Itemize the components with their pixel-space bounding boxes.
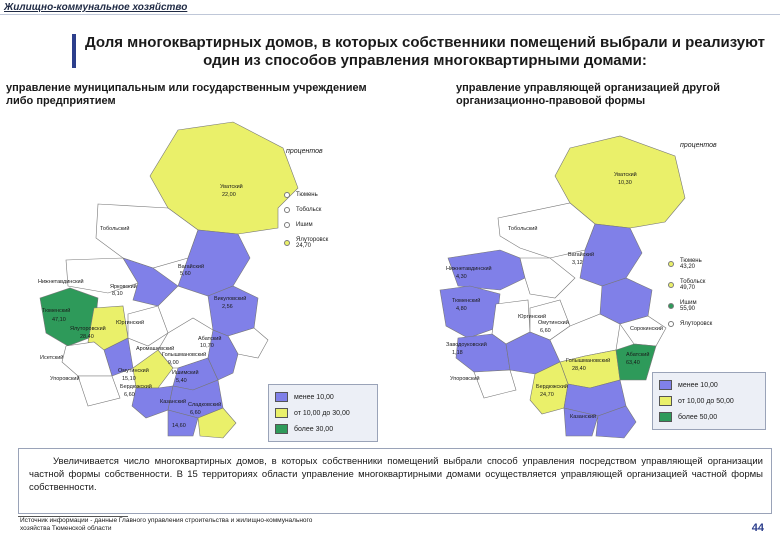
map-value: 28,40: [572, 366, 586, 372]
map-value: 1,18: [452, 350, 463, 356]
city-dot-icon: [284, 192, 290, 198]
map-value: 6,60: [124, 392, 135, 398]
map-label: Упоровский: [50, 376, 80, 382]
map-value: 9,00: [168, 360, 179, 366]
city-dot-icon: [668, 321, 674, 327]
map-value: 22,00: [222, 192, 236, 198]
legend-swatch: [659, 396, 672, 406]
right-map-heading: управление управляющей организацией другой организационно-правовой формы: [456, 82, 721, 107]
right-percent-label: процентов: [680, 142, 717, 149]
map-label: Абатский: [626, 352, 650, 358]
source-note: Источник информации - данные Главного управления строительства и жилищно-коммунального хозяйства Тюменской области: [20, 517, 313, 532]
map-label: Нижнетавдинский: [38, 279, 84, 285]
left-legend: менее 10,00 от 10,00 до 30,00 более 30,00: [268, 384, 378, 442]
map-label: Уватский: [220, 184, 243, 190]
top-divider: [0, 14, 780, 15]
map-label: Заводоуковский: [446, 342, 487, 348]
legend-swatch: [275, 392, 288, 402]
map-value: 63,40: [626, 360, 640, 366]
map-value: 3,12: [572, 260, 583, 266]
map-label: Ишимский: [172, 370, 199, 376]
map-value: 8,10: [112, 291, 123, 297]
map-label: Тобольский: [508, 226, 538, 232]
map-label: Омутинский: [538, 320, 569, 326]
map-label: Юргинский: [116, 320, 145, 326]
legend-swatch: [275, 424, 288, 434]
map-label: Сладковский: [188, 402, 222, 408]
map-value: 10,30: [618, 180, 632, 186]
map-value: 5,60: [180, 271, 191, 277]
map-label: Тюменский: [42, 308, 71, 314]
page-title: Доля многоквартирных домов, в которых собственники помещений выбрали и реализуют один из способов управления многоквартирными домами:: [85, 34, 765, 69]
section-label: Жилищно-коммунальное хозяйство: [4, 2, 188, 13]
right-legend: менее 10,00 от 10,00 до 50,00 более 50,00: [652, 372, 766, 430]
map-value: 24,70: [540, 392, 554, 398]
map-label: Вагайский: [568, 252, 595, 258]
page-number: 44: [751, 522, 764, 534]
map-label: Омутинский: [118, 368, 149, 374]
map-value: 47,10: [52, 317, 66, 323]
map-label: Упоровский: [450, 376, 480, 382]
map-label: Тобольский: [100, 226, 130, 232]
left-city-legend: Тюмень Тобольск Ишим Ялуторовск 24,70: [284, 192, 328, 258]
legend-swatch: [659, 380, 672, 390]
summary-box: [18, 448, 772, 514]
left-region-yurga: [128, 306, 168, 346]
map-value: 2,56: [222, 304, 233, 310]
map-label: Юргинский: [518, 314, 547, 320]
map-value: 14,60: [172, 423, 186, 429]
map-label: Тюменский: [452, 298, 481, 304]
city-dot-icon: [668, 261, 674, 267]
map-label: Исетский: [40, 355, 64, 361]
map-value: 6,60: [540, 328, 551, 334]
map-value: 28,40: [80, 334, 94, 340]
left-map-heading: управление муниципальным или государственным учреждением либо предприятием: [6, 82, 367, 107]
map-label: Вагайский: [178, 264, 205, 270]
summary-paragraph: Увеличивается число многоквартирных домов, в которых собственники помещений выбрали способ управления посредством управляющей организации частной формы собственности. В 15 территориях области управление многоквартирными домами осуществляется управляющей организацией частной формы собственности.: [29, 456, 763, 493]
city-dot-icon: [668, 303, 674, 309]
map-value: 6,60: [190, 410, 201, 416]
map-label: Голышмановский: [162, 352, 207, 358]
right-city-legend: Тюмень 43,20 Тобольск 49,70 Ишим 55,90 Ялуторовск: [668, 258, 712, 336]
map-label: Викуловский: [214, 296, 247, 302]
map-label: Сорокинский: [630, 326, 663, 332]
map-value: 15,10: [122, 376, 136, 382]
right-region-yarkovo: [520, 258, 575, 298]
map-label: Казанский: [160, 399, 187, 405]
map-value: 4,30: [456, 274, 467, 280]
legend-swatch: [659, 412, 672, 422]
city-dot-icon: [668, 282, 674, 288]
map-value: 5,40: [176, 378, 187, 384]
left-percent-label: процентов: [286, 148, 323, 155]
map-label: Абатский: [198, 336, 222, 342]
right-region-uporovo: [474, 370, 516, 398]
city-dot-icon: [284, 240, 290, 246]
city-dot-icon: [284, 207, 290, 213]
legend-swatch: [275, 408, 288, 418]
city-dot-icon: [284, 222, 290, 228]
left-region-vikulovo: [208, 286, 258, 336]
left-region-uporovo: [78, 376, 120, 406]
map-label: Аромашевский: [136, 346, 175, 352]
map-value: 10,70: [200, 343, 214, 349]
map-label: Бердюжский: [120, 384, 152, 390]
map-label: Уватский: [614, 172, 637, 178]
map-label: Казанский: [570, 414, 597, 420]
map-label: Ярковский: [110, 284, 137, 290]
map-label: Ялуторовский: [70, 326, 106, 332]
right-region-tyumen: [440, 286, 500, 338]
map-label: Бердюжский: [536, 384, 568, 390]
map-label: Нижнетавдинский: [446, 266, 492, 272]
title-accent-bar: [72, 34, 76, 68]
map-label: Голышмановский: [566, 358, 611, 364]
map-value: 4,80: [456, 306, 467, 312]
